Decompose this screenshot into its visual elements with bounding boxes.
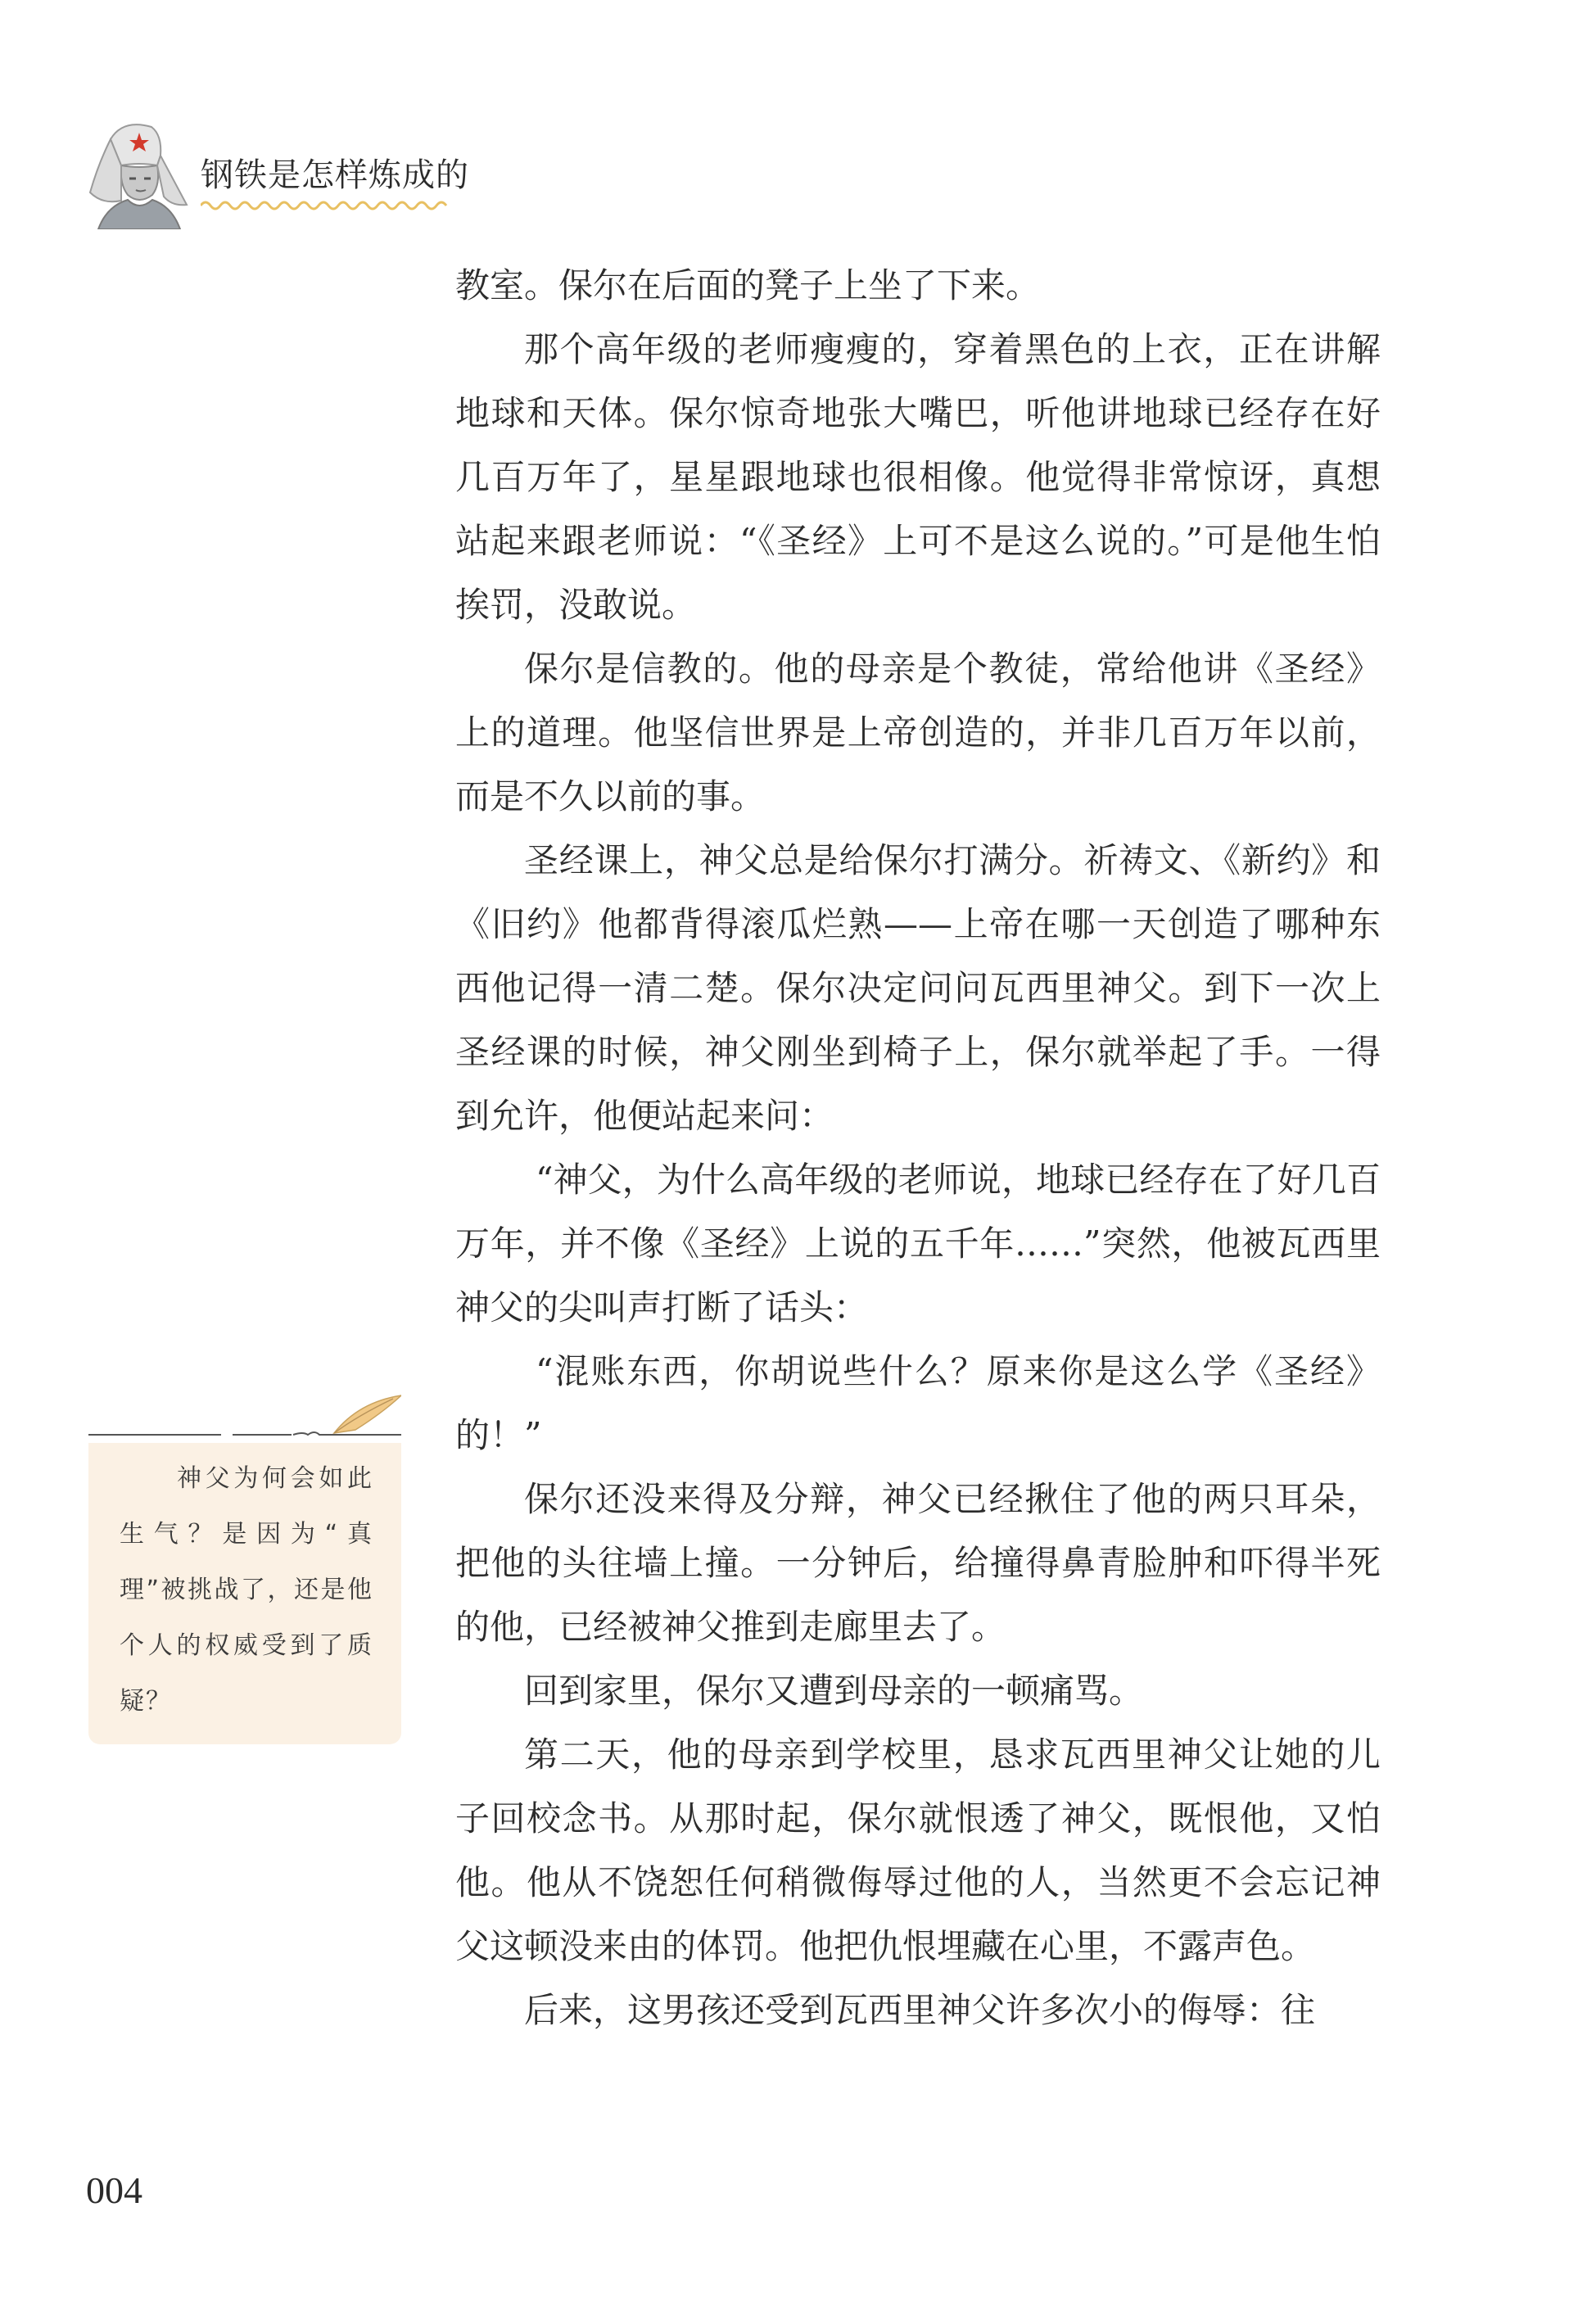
paragraph: 教室。保尔在后面的凳子上坐了下来。 <box>455 265 1041 305</box>
body-text <box>455 254 1381 2042</box>
quill-pen-icon <box>88 1392 401 1445</box>
paragraph: 圣经课上，神父总是给保尔打满分。祈祷文、《新约》和《旧约》他都背得滚瓜烂熟——上帝在哪一天创造了哪种东西他记得一清二楚。保尔决定问问瓦西里神父。到下一次上圣经课的时候，神父刚坐到椅子上，保尔就举起了手。一得到允许，他便站起来问： <box>455 840 1381 1136</box>
paragraph: 保尔还没来得及分辩，神父已经揪住了他的两只耳朵，把他的头往墙上撞。一分钟后，给撞得鼻青脸肿和吓得半死的他，已经被神父推到走廊里去了。 <box>455 1479 1381 1647</box>
paragraph: “混账东西，你胡说些什么？原来你是这么学《圣经》的！” <box>455 1351 1381 1455</box>
page-number: 004 <box>86 2169 142 2211</box>
running-header <box>82 115 469 237</box>
sidebar-question: 神父为何会如此生气？是因为“真理”被挑战了，还是他个人的权威受到了质疑？ <box>120 1464 373 1716</box>
paragraph: 那个高年级的老师瘦瘦的，穿着黑色的上衣，正在讲解地球和天体。保尔惊奇地张大嘴巴，听他讲地球已经存在好几百万年了，星星跟地球也很相像。他觉得非常惊讶，真想站起来跟老师说：“《圣经》上可不是这么说的。”可是他生怕挨罚，没敢说。 <box>455 329 1381 625</box>
paragraph: “神父，为什么高年级的老师说，地球已经存在了好几百万年，并不像《圣经》上说的五千年……”突然，他被瓦西里神父的尖叫声打断了话头： <box>455 1160 1381 1327</box>
paragraph: 保尔是信教的。他的母亲是个教徒，常给他讲《圣经》上的道理。他坚信世界是上帝创造的，并非几百万年以前，而是不久以前的事。 <box>455 649 1381 816</box>
book-title: 钢铁是怎样炼成的 <box>201 156 469 194</box>
paragraph: 后来，这男孩还受到瓦西里神父许多次小的侮辱：往 <box>524 1990 1316 2030</box>
paragraph: 回到家里，保尔又遭到母亲的一顿痛骂。 <box>524 1671 1144 1711</box>
wavy-underline <box>201 199 454 212</box>
sidebar-note <box>88 1392 401 1744</box>
soldier-portrait-icon <box>82 115 197 229</box>
paragraph: 第二天，他的母亲到学校里，恳求瓦西里神父让她的儿子回校念书。从那时起，保尔就恨透了神父，既恨他，又怕他。他从不饶恕任何稍微侮辱过他的人，当然更不会忘记神父这顿没来由的体罚。他把仇恨埋藏在心里，不露声色。 <box>455 1734 1381 1966</box>
